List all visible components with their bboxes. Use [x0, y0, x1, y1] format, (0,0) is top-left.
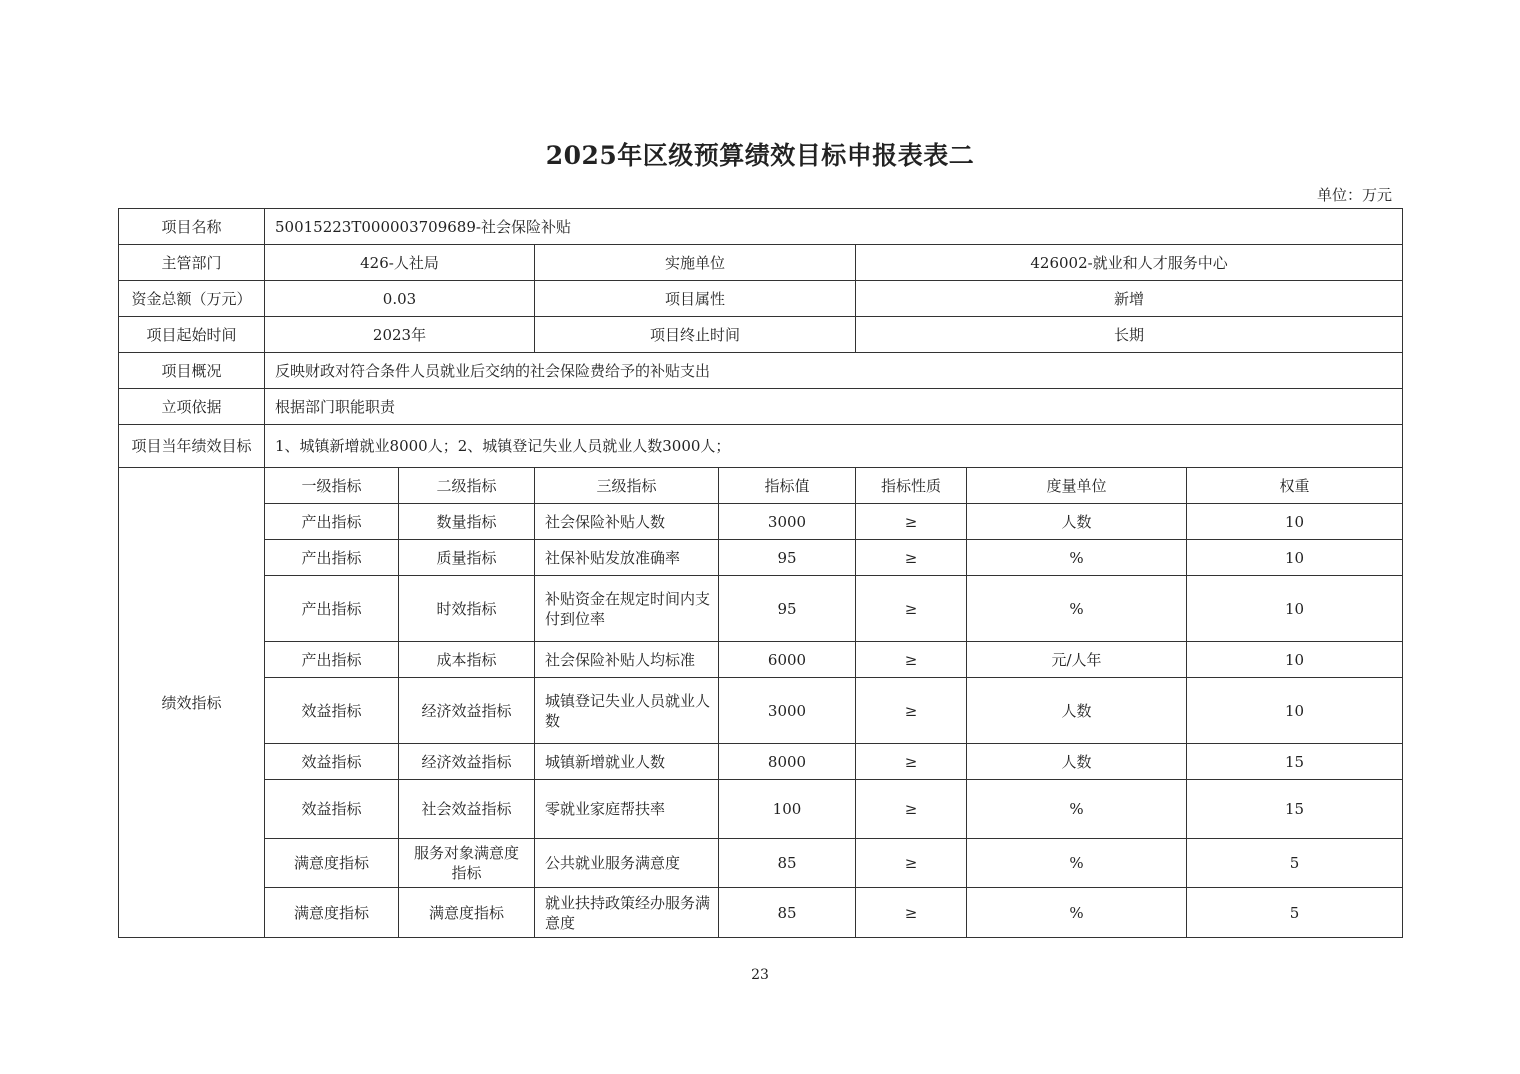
weight-cell: 5: [1187, 839, 1403, 888]
unit-cell: %: [967, 888, 1187, 938]
level1-cell: 效益指标: [265, 678, 399, 744]
nature-cell: ≥: [856, 888, 967, 938]
table-row: [119, 780, 1403, 839]
table-row: [119, 888, 1403, 938]
nature-cell: ≥: [856, 744, 967, 780]
column-header: 二级指标: [399, 468, 535, 504]
level3-cell: 城镇登记失业人员就业人数: [535, 678, 719, 744]
unit-label: 单位：万元: [1316, 186, 1392, 204]
weight-cell: 10: [1187, 678, 1403, 744]
weight-cell: 10: [1187, 642, 1403, 678]
unit-cell: 人数: [967, 504, 1187, 540]
indicators-section-label: 绩效指标: [119, 468, 265, 938]
level1-cell: 产出指标: [265, 540, 399, 576]
project-name-label: 项目名称: [119, 209, 265, 245]
dept-value: 426-人社局: [265, 245, 535, 281]
basis-label: 立项依据: [119, 389, 265, 425]
page-title: 2025年区级预算绩效目标申报表表二: [545, 141, 975, 170]
row-dept: [119, 245, 1403, 281]
level1-cell: 满意度指标: [265, 888, 399, 938]
level1-cell: 效益指标: [265, 744, 399, 780]
value-cell: 95: [719, 576, 856, 642]
page-number: 23: [751, 967, 769, 983]
level3-cell: 就业扶持政策经办服务满意度: [535, 888, 719, 938]
level2-cell: 成本指标: [399, 642, 535, 678]
value-cell: 85: [719, 888, 856, 938]
attr-value: 新增: [856, 281, 1403, 317]
impl-unit-label: 实施单位: [535, 245, 856, 281]
level2-cell: 经济效益指标: [399, 744, 535, 780]
nature-cell: ≥: [856, 504, 967, 540]
performance-target-table: [118, 208, 1403, 938]
nature-cell: ≥: [856, 642, 967, 678]
overview-value: 反映财政对符合条件人员就业后交纳的社会保险费给予的补贴支出: [265, 353, 1403, 389]
nature-cell: ≥: [856, 839, 967, 888]
level1-cell: 产出指标: [265, 504, 399, 540]
level1-cell: 产出指标: [265, 576, 399, 642]
weight-cell: 10: [1187, 540, 1403, 576]
row-goal: [119, 425, 1403, 468]
weight-cell: 10: [1187, 576, 1403, 642]
table-row: [119, 576, 1403, 642]
level3-cell: 公共就业服务满意度: [535, 839, 719, 888]
weight-cell: 15: [1187, 744, 1403, 780]
row-project-name: [119, 209, 1403, 245]
table-row: [119, 540, 1403, 576]
overview-label: 项目概况: [119, 353, 265, 389]
weight-cell: 10: [1187, 504, 1403, 540]
row-basis: [119, 389, 1403, 425]
column-header: 度量单位: [967, 468, 1187, 504]
goal-label: 项目当年绩效目标: [119, 425, 265, 468]
value-cell: 6000: [719, 642, 856, 678]
column-header: 一级指标: [265, 468, 399, 504]
level3-cell: 零就业家庭帮扶率: [535, 780, 719, 839]
project-name-value: 50015223T000003709689-社会保险补贴: [265, 209, 1403, 245]
indicator-header-row: [119, 468, 1403, 504]
level3-cell: 社会保险补贴人数: [535, 504, 719, 540]
level3-cell: 社保补贴发放准确率: [535, 540, 719, 576]
nature-cell: ≥: [856, 678, 967, 744]
nature-cell: ≥: [856, 576, 967, 642]
row-time: [119, 317, 1403, 353]
level2-cell: 社会效益指标: [399, 780, 535, 839]
nature-cell: ≥: [856, 540, 967, 576]
level2-cell: 时效指标: [399, 576, 535, 642]
impl-unit-value: 426002-就业和人才服务中心: [856, 245, 1403, 281]
nature-cell: ≥: [856, 780, 967, 839]
level2-cell: 服务对象满意度指标: [399, 839, 535, 888]
basis-value: 根据部门职能职责: [265, 389, 1403, 425]
level3-cell: 补贴资金在规定时间内支付到位率: [535, 576, 719, 642]
table-row: [119, 504, 1403, 540]
level1-cell: 产出指标: [265, 642, 399, 678]
goal-value: 1、城镇新增就业8000人；2、城镇登记失业人员就业人数3000人；: [265, 425, 1403, 468]
attr-label: 项目属性: [535, 281, 856, 317]
row-overview: [119, 353, 1403, 389]
start-value: 2023年: [265, 317, 535, 353]
level1-cell: 效益指标: [265, 780, 399, 839]
level2-cell: 数量指标: [399, 504, 535, 540]
unit-cell: 人数: [967, 744, 1187, 780]
table-row: [119, 744, 1403, 780]
level2-cell: 满意度指标: [399, 888, 535, 938]
table-row: [119, 642, 1403, 678]
unit-cell: %: [967, 839, 1187, 888]
level3-cell: 城镇新增就业人数: [535, 744, 719, 780]
column-header: 三级指标: [535, 468, 719, 504]
level2-cell: 质量指标: [399, 540, 535, 576]
value-cell: 3000: [719, 678, 856, 744]
end-label: 项目终止时间: [535, 317, 856, 353]
level1-cell: 满意度指标: [265, 839, 399, 888]
weight-cell: 15: [1187, 780, 1403, 839]
column-header: 指标值: [719, 468, 856, 504]
start-label: 项目起始时间: [119, 317, 265, 353]
column-header: 权重: [1187, 468, 1403, 504]
value-cell: 85: [719, 839, 856, 888]
weight-cell: 5: [1187, 888, 1403, 938]
table-row: [119, 839, 1403, 888]
column-header: 指标性质: [856, 468, 967, 504]
table-row: [119, 678, 1403, 744]
value-cell: 8000: [719, 744, 856, 780]
unit-cell: %: [967, 540, 1187, 576]
end-value: 长期: [856, 317, 1403, 353]
value-cell: 100: [719, 780, 856, 839]
unit-cell: 人数: [967, 678, 1187, 744]
level2-cell: 经济效益指标: [399, 678, 535, 744]
unit-cell: 元/人年: [967, 642, 1187, 678]
fund-total-label: 资金总额（万元）: [119, 281, 265, 317]
unit-cell: %: [967, 576, 1187, 642]
dept-label: 主管部门: [119, 245, 265, 281]
level3-cell: 社会保险补贴人均标准: [535, 642, 719, 678]
value-cell: 95: [719, 540, 856, 576]
value-cell: 3000: [719, 504, 856, 540]
unit-cell: %: [967, 780, 1187, 839]
row-fund: [119, 281, 1403, 317]
fund-total-value: 0.03: [265, 281, 535, 317]
